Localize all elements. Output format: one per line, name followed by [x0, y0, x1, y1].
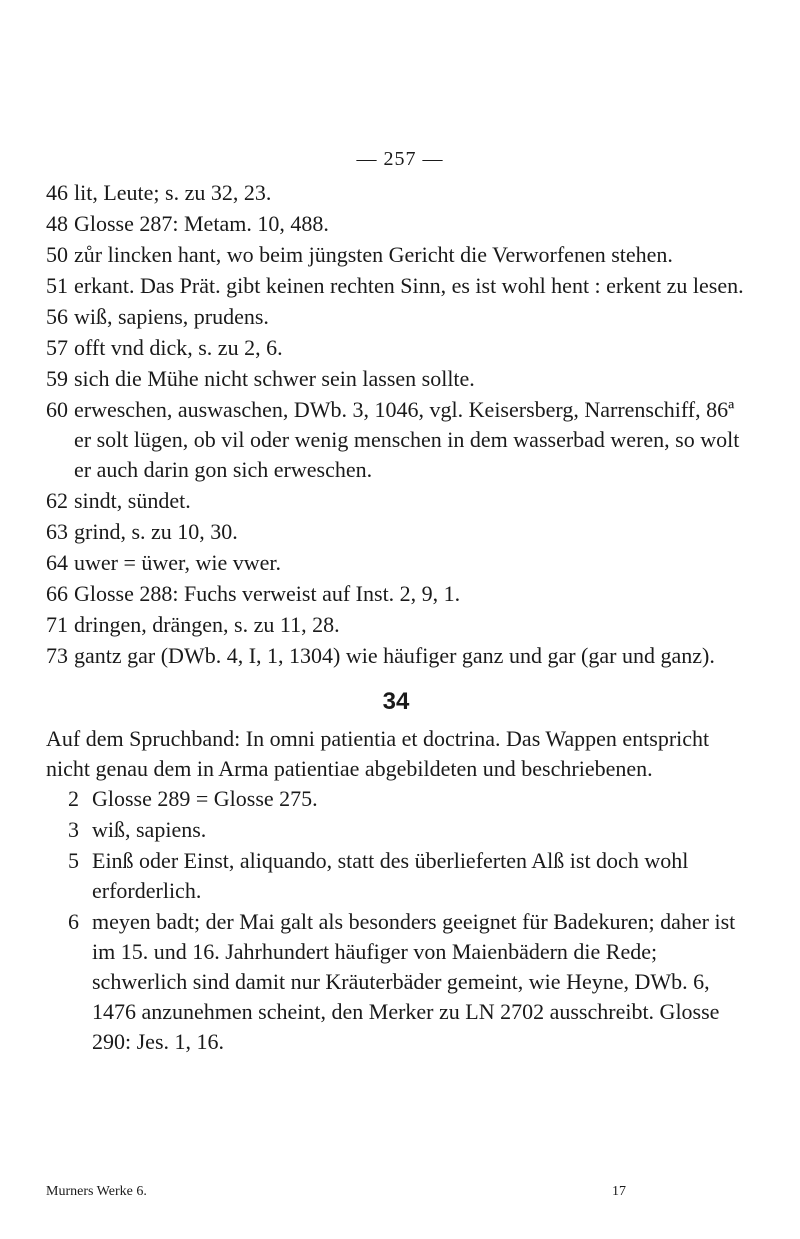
note-entry	[46, 907, 746, 1057]
note-entry	[46, 610, 746, 640]
note-text: erkant. Das Prät. gibt keinen rechten Sinn, es ist wohl hent : erkent zu lesen.	[74, 273, 744, 298]
note-text: grind, s. zu 10, 30.	[74, 519, 238, 544]
note-entry	[46, 846, 746, 906]
section-heading: 34	[382, 688, 410, 715]
footer-signature: 17	[612, 1184, 626, 1199]
note-line-number: 51	[46, 273, 68, 298]
notes-list	[46, 178, 746, 671]
note-entry	[46, 364, 746, 394]
note-entry	[46, 240, 746, 270]
note-text: sindt, sündet.	[74, 488, 191, 513]
note-text: dringen, drängen, s. zu 11, 28.	[74, 612, 340, 637]
note-text: zůr lincken hant, wo beim jüngsten Gericht die Verworfenen stehen.	[74, 242, 673, 267]
note-entry	[46, 486, 746, 516]
note-entry	[46, 395, 746, 485]
note-entry	[46, 302, 746, 332]
note-line-number: 63	[46, 519, 68, 544]
note-entry	[46, 333, 746, 363]
note-line-number: 57	[46, 335, 68, 360]
note-entry	[46, 178, 746, 208]
note-line-number: 2	[68, 786, 79, 811]
note-text: meyen badt; der Mai galt als besonders geeignet für Badekuren; daher ist im 15. und 16. Jahrhundert häufiger von Maienbädern die Rede; schwerlich sind damit nur Kräuterbäder gemeint, wie Heyne, DWb. 6, 1476 anzunehmen scheint, den Merker zu LN 2702 ausschreibt. Glosse 290: Jes. 1, 16.	[92, 909, 736, 1054]
note-line-number: 71	[46, 612, 68, 637]
note-line-number: 59	[46, 366, 68, 391]
note-entry	[46, 517, 746, 547]
note-text: Glosse 288: Fuchs verweist auf Inst. 2, 9, 1.	[74, 581, 461, 606]
note-line-number: 64	[46, 550, 68, 575]
note-line-number: 50	[46, 242, 68, 267]
note-line-number: 66	[46, 581, 68, 606]
note-line-number: 3	[68, 817, 79, 842]
note-text: erweschen, auswaschen, DWb. 3, 1046, vgl. Keisersberg, Narrenschiff, 86ª er solt lügen, ob vil oder wenig menschen in dem wasserbad weren, so wolt er auch darin gon sich erweschen.	[74, 397, 740, 482]
note-text: offt vnd dick, s. zu 2, 6.	[74, 335, 283, 360]
section-intro: Auf dem Spruchband: In omni patientia et doctrina. Das Wappen entspricht nicht genau dem in Arma patientiae abgebildeten und beschriebenen.	[46, 726, 710, 781]
note-text: wiß, sapiens.	[92, 817, 207, 842]
page-number: — 257 —	[356, 148, 444, 170]
note-text: uwer = üwer, wie vwer.	[74, 550, 282, 575]
note-text: wiß, sapiens, prudens.	[74, 304, 269, 329]
note-line-number: 73	[46, 643, 68, 668]
note-line-number: 62	[46, 488, 68, 513]
note-entry	[46, 271, 746, 301]
note-line-number: 56	[46, 304, 68, 329]
note-text: gantz gar (DWb. 4, I, 1, 1304) wie häufiger ganz und gar (gar und ganz).	[74, 643, 715, 668]
note-text: Glosse 289 = Glosse 275.	[92, 786, 318, 811]
note-text: Einß oder Einst, aliquando, statt des überlieferten Alß ist doch wohl erforderlich.	[92, 848, 689, 903]
section-notes-list	[46, 784, 746, 1057]
note-entry	[46, 815, 746, 845]
note-line-number: 60	[46, 397, 68, 422]
note-text: sich die Mühe nicht schwer sein lassen sollte.	[74, 366, 475, 391]
footer-title: Murners Werke 6.	[46, 1184, 147, 1199]
note-line-number: 48	[46, 211, 68, 236]
note-entry	[46, 209, 746, 239]
note-entry	[46, 548, 746, 578]
note-line-number: 46	[46, 180, 68, 205]
note-line-number: 6	[68, 909, 79, 934]
note-line-number: 5	[68, 848, 79, 873]
notes-column	[46, 178, 746, 1058]
note-entry	[46, 641, 746, 671]
note-text: lit, Leute; s. zu 32, 23.	[74, 180, 272, 205]
note-text: Glosse 287: Metam. 10, 488.	[74, 211, 329, 236]
note-entry	[46, 784, 746, 814]
note-entry	[46, 579, 746, 609]
